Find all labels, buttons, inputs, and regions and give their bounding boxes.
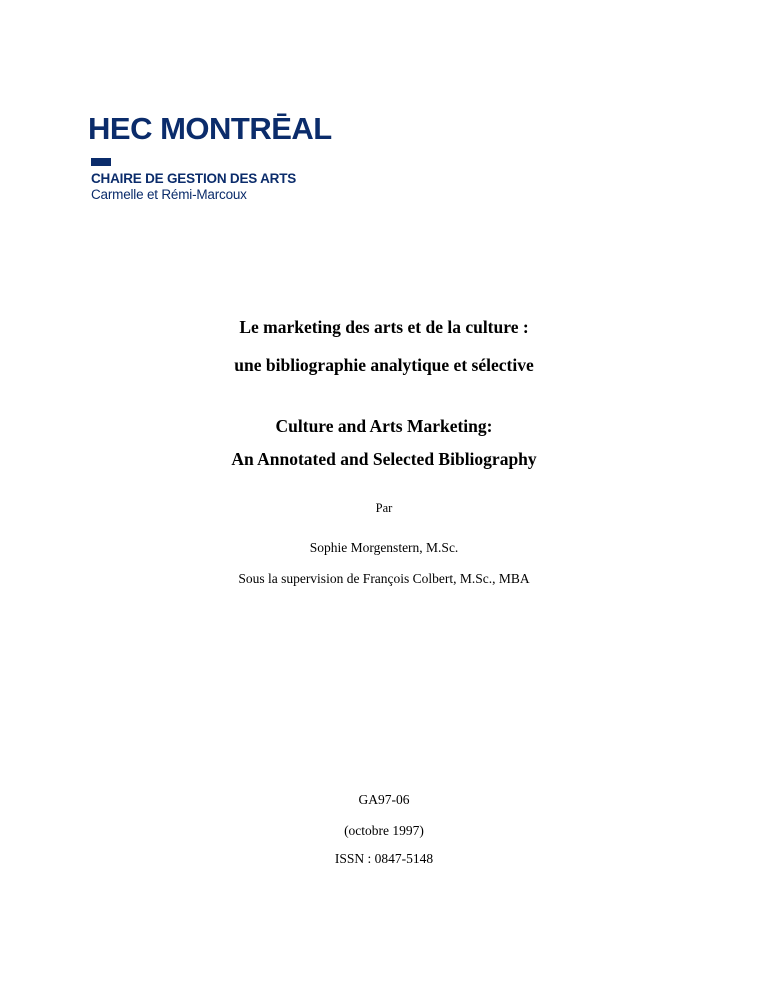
logo-subtitle: Carmelle et Rémi-Marcoux	[91, 187, 247, 202]
logo-chair-name: CHAIRE DE GESTION DES ARTS	[91, 171, 297, 186]
report-date: (octobre 1997)	[344, 823, 424, 838]
hec-logo	[88, 111, 332, 212]
logo-wordmark: HEC MONTRĒAL	[88, 111, 332, 146]
report-code: GA97-06	[358, 792, 410, 807]
title-fr-line2: une bibliographie analytique et sélective	[234, 355, 534, 375]
title-en-line2: An Annotated and Selected Bibliography	[231, 449, 537, 469]
logo-bar-mark	[91, 158, 111, 166]
title-fr-line1: Le marketing des arts et de la culture :	[239, 317, 529, 337]
supervision-line: Sous la supervision de François Colbert, M.Sc., MBA	[238, 571, 530, 586]
byline-par: Par	[375, 501, 393, 515]
author-name: Sophie Morgenstern, M.Sc.	[309, 540, 459, 555]
title-en-line1: Culture and Arts Marketing:	[275, 416, 493, 436]
issn-number: ISSN : 0847-5148	[334, 851, 434, 866]
